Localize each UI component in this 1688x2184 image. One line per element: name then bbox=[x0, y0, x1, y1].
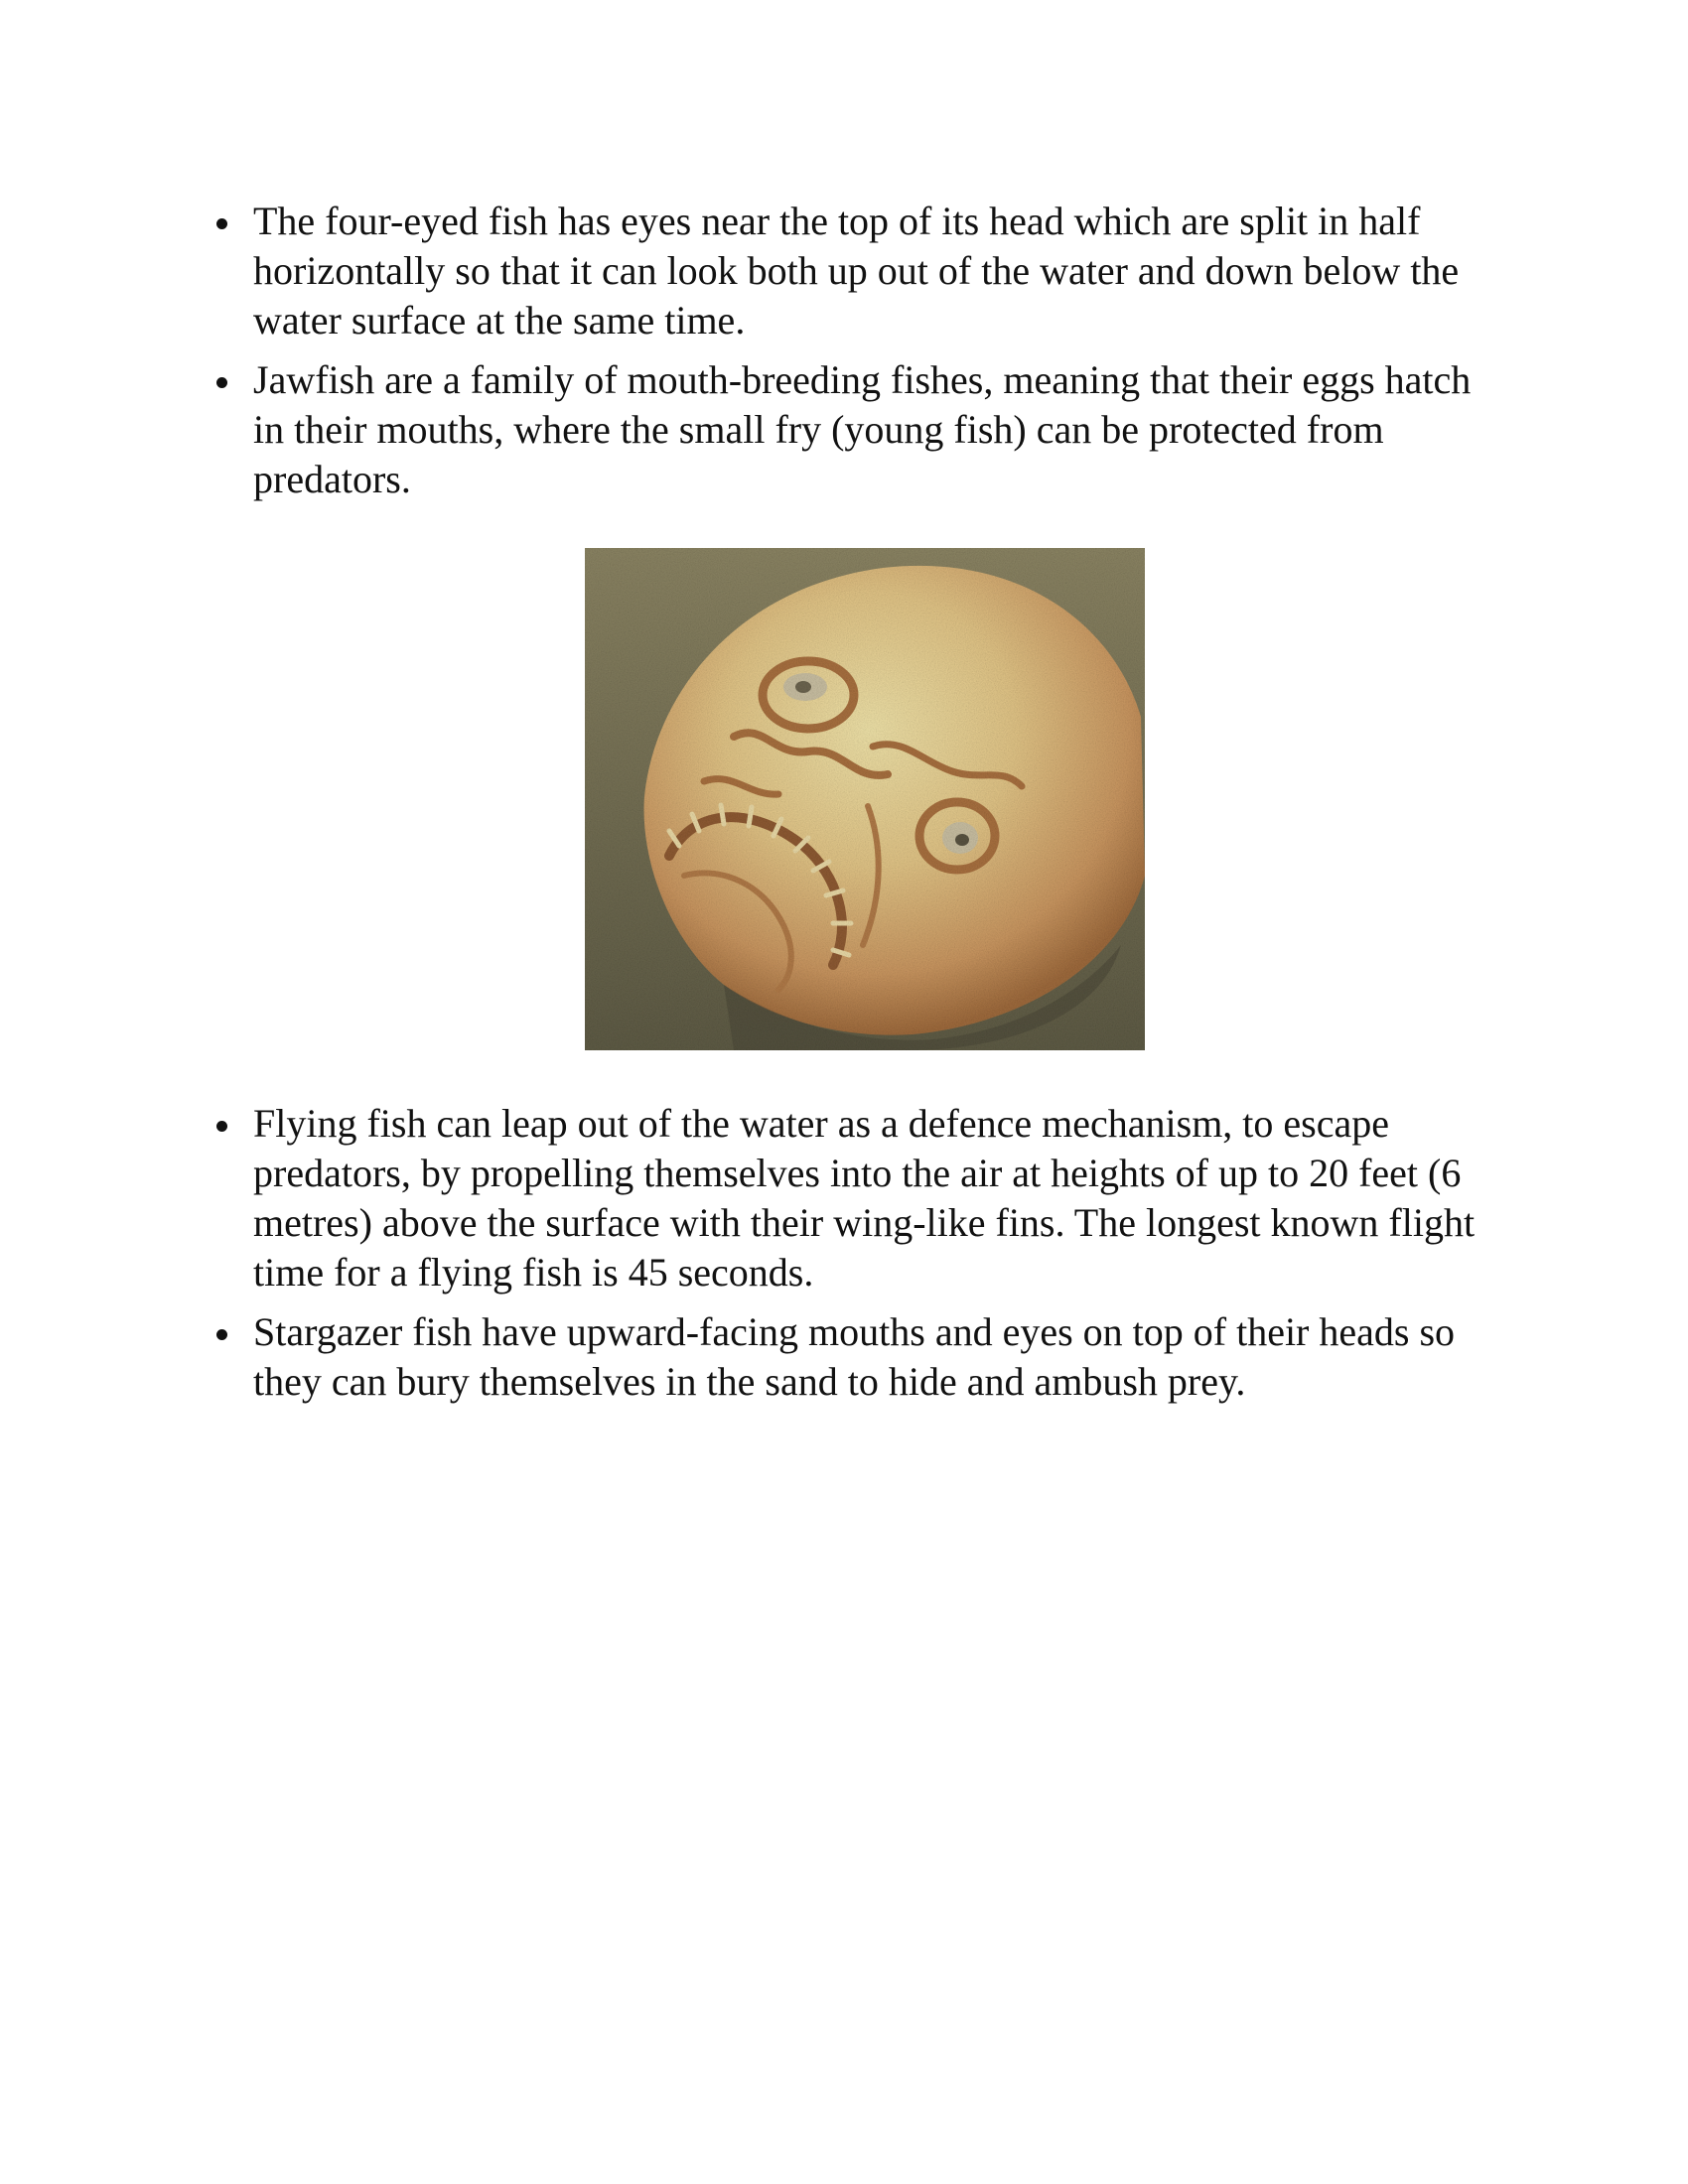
list-item bbox=[199, 1099, 1489, 1297]
stargazer-fish-photo bbox=[585, 548, 1145, 1050]
bullet-list-bottom bbox=[199, 1099, 1489, 1417]
bullet-icon bbox=[216, 1121, 227, 1132]
bullet-text: Stargazer fish have upward-facing mouths and eyes on top of their heads so they can bury themselves in the sand to hide and ambush prey. bbox=[253, 1309, 1456, 1404]
list-item bbox=[199, 355, 1489, 504]
bullet-text: Jawfish are a family of mouth-breeding fishes, meaning that their eggs hatch in their mouths, where the small fry (young fish) can be protected from predators. bbox=[253, 357, 1472, 501]
bullet-text: The four-eyed fish has eyes near the top of its head which are split in half horizontally so that it can look both up out of the water and down below the water surface at the same time. bbox=[253, 199, 1460, 342]
list-item bbox=[199, 197, 1489, 345]
list-item bbox=[199, 1307, 1489, 1407]
bullet-icon bbox=[216, 218, 227, 229]
bullet-list-top bbox=[199, 197, 1489, 514]
bullet-icon bbox=[216, 1329, 227, 1340]
bullet-text: Flying fish can leap out of the water as a defence mechanism, to escape predators, by propelling themselves into the air at heights of up to 20 feet (6 metres) above the surface with their wing-like fins. The longest known flight time for a flying fish is 45 seconds. bbox=[253, 1101, 1476, 1295]
bullet-icon bbox=[216, 377, 227, 388]
